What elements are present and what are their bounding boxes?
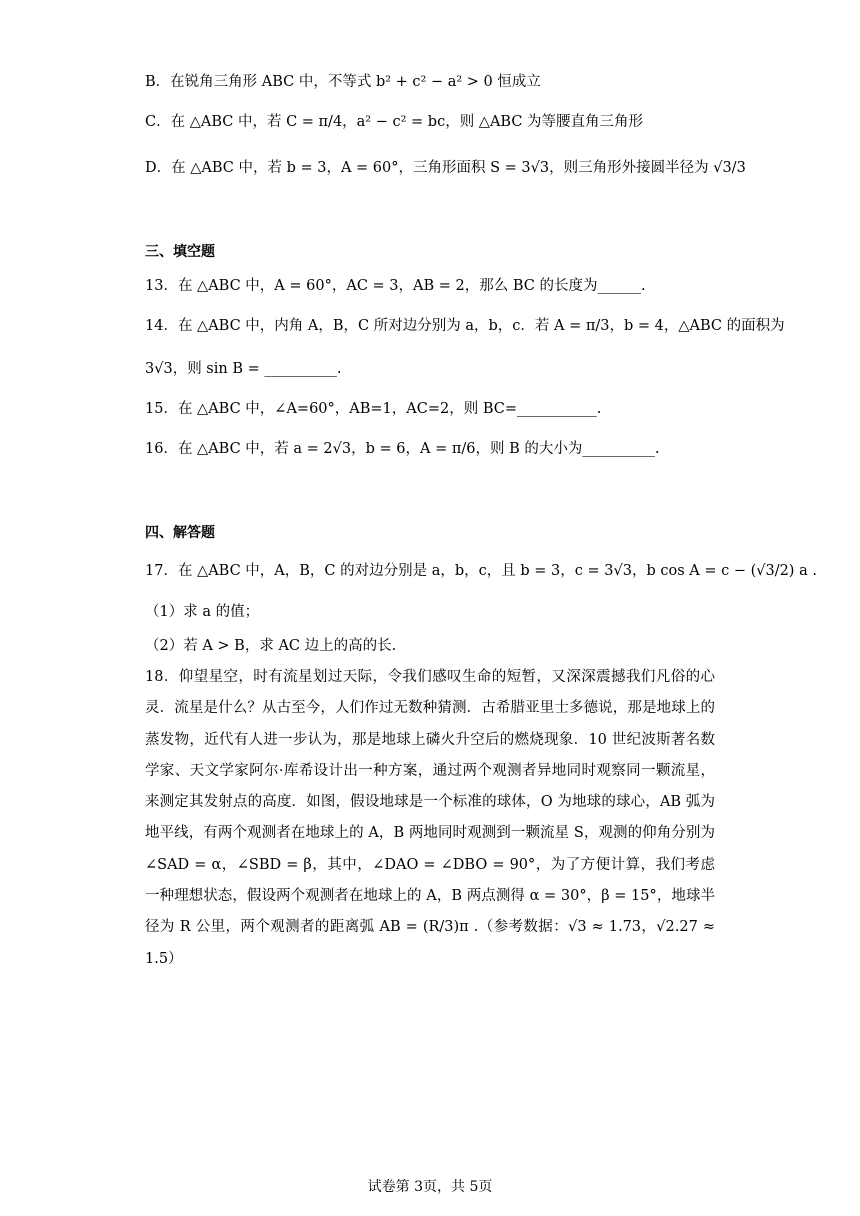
option-b: B．在锐角三角形 ABC 中，不等式 b² + c² − a² > 0 恒成立 (145, 74, 541, 90)
question-15: 15．在 △ABC 中，∠A=60°，AB=1，AC=2，则 BC=___________. (145, 401, 602, 417)
question-18: 18．仰望星空，时有流星划过天际，令我们感叹生命的短暂，又深深震撼我们凡俗的心灵．流星是什么？从古至今，人们作过无数种猜测．古希腊亚里士多德说，那是地球上的蒸发物，近代有人进一步认为，那是地球上磷火升空后的燃烧现象．10 世纪波斯著名数学家、天文学家阿尔·库希设计出一种方案，通过两个观测者异地同时观察同一颗流星，来测定其发射点的高度．如图，假设地球是一个标准的球体，O 为地球的球心，AB 弧为地平线，有两个观测者在地球上的 A，B 两地同时观测到一颗流星 S，观测的仰角分别为 ∠SAD = α，∠SBD = β，其中，∠DAO = ∠DBO = 90°，为了方便计算，我们考虑一种理想状态，假设两个观测者在地球上的 A，B 两点测得 α = 30°，β = 15°，地球半径为 R 公里，两个观测者的距离弧 AB = (R/3)π .（参考数据：√3 ≈ 1.73，√2.27 ≈ 1.5） (145, 669, 715, 967)
question-17-part-2: （2）若 A > B，求 AC 边上的高的长. (145, 638, 397, 654)
section-heading-fill-in: 三、填空题 (145, 244, 215, 260)
section-heading-solve: 四、解答题 (145, 525, 215, 541)
question-17-part-1: （1）求 a 的值； (145, 604, 260, 620)
option-d: D．在 △ABC 中，若 b = 3，A = 60°，三角形面积 S = 3√3，则三角形外接圆半径为 √3/3 (145, 160, 746, 176)
option-c: C．在 △ABC 中，若 C = π/4，a² − c² = bc，则 △ABC 为等腰直角三角形 (145, 114, 644, 130)
question-16: 16．在 △ABC 中，若 a = 2√3，b = 6，A = π/6，则 B 的大小为__________. (145, 441, 660, 457)
question-14-line-1: 14．在 △ABC 中，内角 A，B，C 所对边分别为 a，b，c．若 A = π/3，b = 4，△ABC 的面积为 (145, 318, 785, 334)
page-footer: 试卷第 3页，共 5页 (367, 1179, 493, 1195)
question-14-line-2: 3√3，则 sin B = __________. (145, 361, 342, 377)
question-13: 13．在 △ABC 中，A = 60°，AC = 3，AB = 2，那么 BC 的长度为______. (145, 278, 646, 294)
question-17: 17．在 △ABC 中，A，B，C 的对边分别是 a，b，c，且 b = 3，c = 3√3，b cos A = c − (√3/2) a . (145, 563, 817, 579)
